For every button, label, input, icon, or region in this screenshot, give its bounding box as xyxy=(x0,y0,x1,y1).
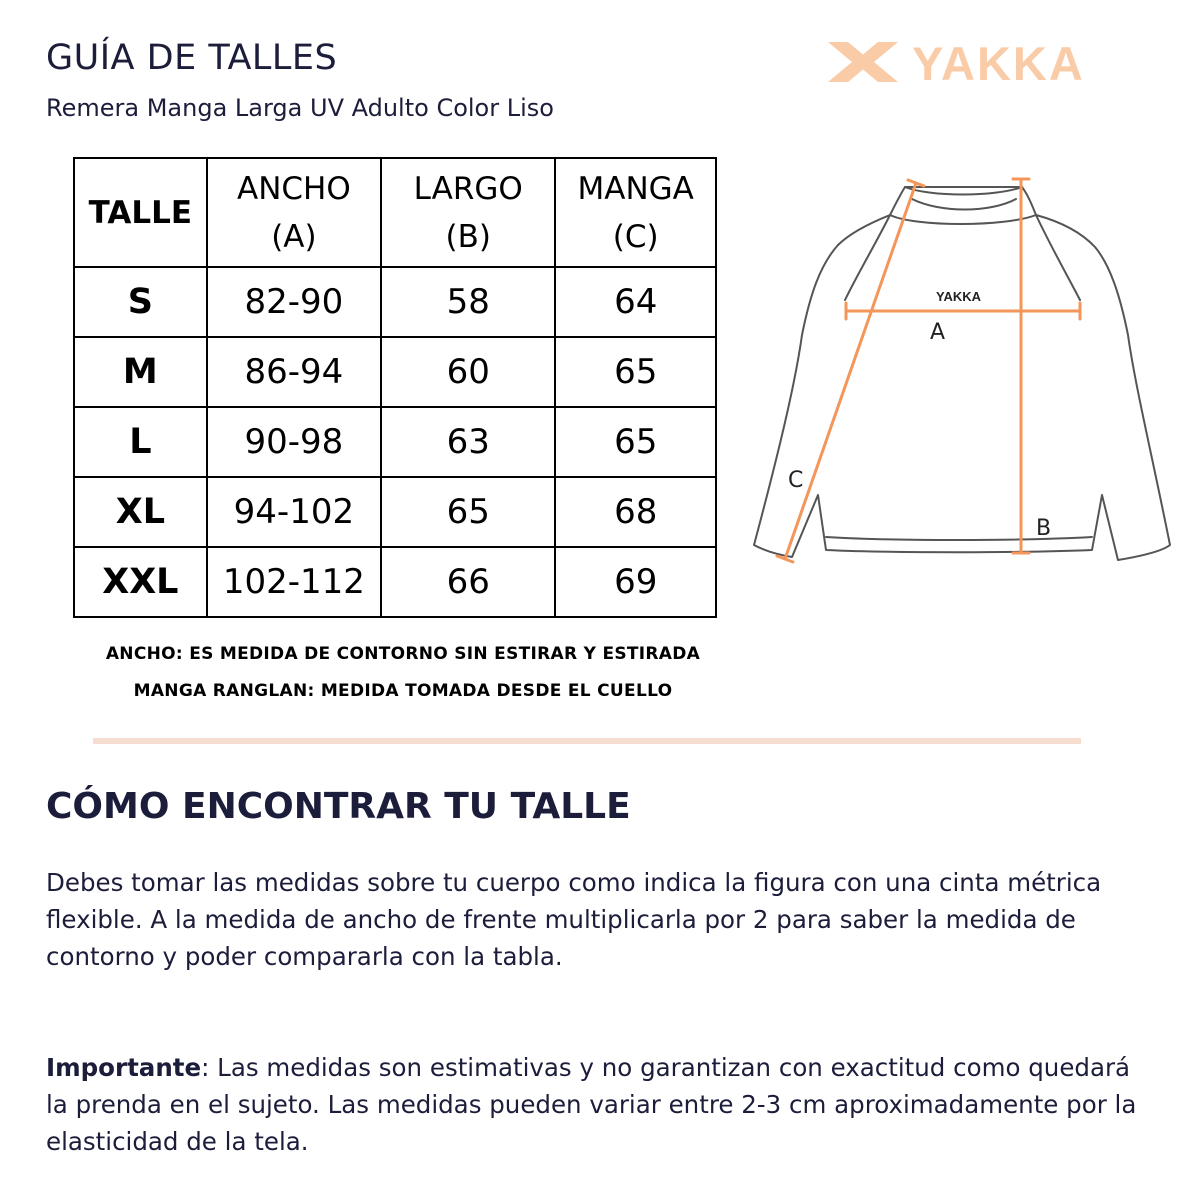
brand-logo xyxy=(828,38,1124,86)
manga-cell: 65 xyxy=(555,337,716,407)
size-table-header-row xyxy=(74,158,716,267)
measure-a-line xyxy=(846,303,1080,319)
header-ancho: ANCHO (A) xyxy=(207,158,381,267)
largo-cell: 66 xyxy=(381,547,555,617)
how-to-title: CÓMO ENCONTRAR TU TALLE xyxy=(46,786,631,827)
size-cell: XXL xyxy=(74,547,207,617)
largo-cell: 63 xyxy=(381,407,555,477)
largo-cell: 60 xyxy=(381,337,555,407)
shirt-outline-icon xyxy=(754,187,1170,560)
page-title: GUÍA DE TALLES xyxy=(46,38,338,78)
brand-logo-text: YAKKA xyxy=(912,38,1085,86)
header-largo: LARGO (B) xyxy=(381,158,555,267)
manga-cell: 69 xyxy=(555,547,716,617)
largo-cell: 65 xyxy=(381,477,555,547)
shirt-logo-text: YAKKA xyxy=(936,289,982,304)
largo-cell: 58 xyxy=(381,267,555,337)
size-cell: S xyxy=(74,267,207,337)
measure-b-line xyxy=(1013,179,1029,553)
label-a: A xyxy=(930,320,946,345)
size-cell: M xyxy=(74,337,207,407)
table-row xyxy=(74,547,716,617)
important-text: : Las medidas son estimativas y no garantizan con exactitud como quedará la prenda en el sujeto. Las medidas pueden variar entre 2-3 cm aproximadamente por la elasticidad de la tela. xyxy=(46,1053,1137,1156)
label-b: B xyxy=(1036,516,1052,541)
manga-cell: 64 xyxy=(555,267,716,337)
label-c: C xyxy=(788,468,804,493)
manga-cell: 68 xyxy=(555,477,716,547)
measure-c-line xyxy=(777,180,924,562)
header-talle: TALLE xyxy=(74,158,207,267)
how-to-paragraph: Debes tomar las medidas sobre tu cuerpo como indica la figura con una cinta métrica flexible. A la medida de ancho de frente multiplicarla por 2 para saber la medida de contorno y poder compararla con la tabla. xyxy=(46,868,1102,971)
table-row xyxy=(74,407,716,477)
manga-note: MANGA RANGLAN: MEDIDA TOMADA DESDE EL CUELLO xyxy=(133,681,673,701)
size-cell: L xyxy=(74,407,207,477)
size-table xyxy=(73,157,717,618)
ancho-cell: 90-98 xyxy=(207,407,381,477)
ancho-cell: 94-102 xyxy=(207,477,381,547)
ancho-note: ANCHO: ES MEDIDA DE CONTORNO SIN ESTIRAR Y ESTIRADA xyxy=(105,644,701,664)
size-cell: XL xyxy=(74,477,207,547)
important-paragraph xyxy=(46,1049,1156,1160)
ancho-cell: 82-90 xyxy=(207,267,381,337)
header-manga: MANGA (C) xyxy=(555,158,716,267)
x-chevrons-logo-icon xyxy=(828,42,898,82)
product-subtitle: Remera Manga Larga UV Adulto Color Liso xyxy=(46,94,554,122)
ancho-cell: 102-112 xyxy=(207,547,381,617)
ancho-cell: 86-94 xyxy=(207,337,381,407)
table-row xyxy=(74,337,716,407)
table-row xyxy=(74,267,716,337)
section-divider xyxy=(93,738,1081,744)
manga-cell: 65 xyxy=(555,407,716,477)
table-row xyxy=(74,477,716,547)
important-label: Importante xyxy=(46,1053,202,1082)
shirt-measurement-diagram xyxy=(740,165,1180,585)
